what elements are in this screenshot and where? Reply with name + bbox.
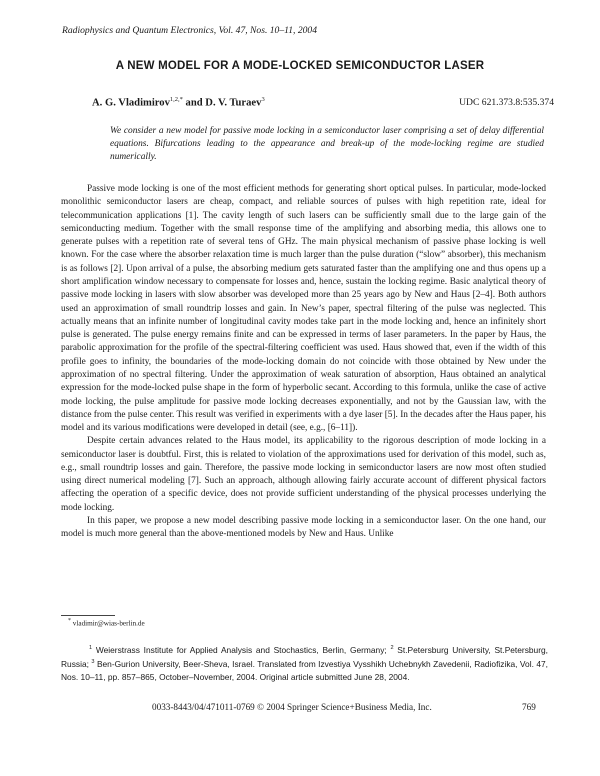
- author-line: [92, 96, 265, 109]
- author-2: D. V. Turaev: [205, 97, 262, 109]
- paragraph: In this paper, we propose a new model describing passive mode locking in a semiconductor laser. On the one hand, our model is much more general than the above-mentioned models by New and Haus. Unlike: [61, 516, 546, 540]
- abstract: We consider a new model for passive mode locking in a semiconductor laser comprising a set of delay differential equations. Bifurcations leading to the appearance and break-up of the mode-locking regime are studied numerically.: [110, 126, 544, 163]
- affil-text-1: Weierstrass Institute for Applied Analysis and Stochastics, Berlin, Germany;: [92, 644, 391, 655]
- author-1: A. G. Vladimirov: [92, 97, 170, 109]
- author-1-marks: 1,2,*: [169, 96, 183, 103]
- page-number: 769: [522, 702, 536, 712]
- footnote-rule: [61, 615, 115, 616]
- affiliations-footnote: [61, 642, 548, 683]
- affil-mark-1: 1: [89, 645, 93, 651]
- email-mark: *: [68, 618, 71, 624]
- copyright-line: 0033-8443/04/471011-0769 © 2004 Springer Science+Business Media, Inc.: [152, 702, 432, 712]
- email-address[interactable]: vladimir@wias-berlin.de: [72, 619, 145, 628]
- paragraph: Despite certain advances related to the Haus model, its applicability to the rigorous description of mode locking in a semiconductor laser is doubtful. First, this is related to violation of the approximations used for derivation of this model, such as, e.g., small roundtrip losses and gain. Therefore, the passive mode locking in semiconductor lasers are now most often studied using direct numerical modeling [7]. Such an approach, although allowing fairly accurate account of different physical factors affecting the operation of a specific device, does not provide sufficient understanding of the physical processes underlying the mode locking.: [61, 436, 546, 513]
- author-join: and: [182, 97, 206, 109]
- journal-header: Radiophysics and Quantum Electronics, Vol. 47, Nos. 10–11, 2004: [62, 25, 318, 36]
- affil-text-3: Ben-Gurion University, Beer-Sheva, Israel. Translated from Izvestiya Vysshikh Uchebnykh Zavedenii, Radiofizika, Vol. 47, Nos. 10–11, pp. 857–865, October–November, 2004. Original article submitted June 28, 2004.: [61, 659, 548, 682]
- affil-text-2: St.Petersburg University, St.Petersburg, Russia;: [61, 644, 548, 670]
- paragraph: Passive mode locking is one of the most efficient methods for generating short optical pulses. In particular, mode-locked monolithic semiconductor lasers are cheap, compact, and reliable sources of pulses with high repetition rate, ideal for telecommunication applications [1]. The cavity length of such lasers can be sufficiently small due to the large gain of the semiconducting medium. Together with the small response time of the amplifying and absorbing media, this allows one to generate pulses with a repetition rate of several tens of GHz. The main physical mechanism of passive phase locking is well known. For the case where the absorber relaxation time is much larger than the pulse duration (“slow” absorber), this mechanism is as follows [2]. Upon arrival of a pulse, the absorbing medium gets saturated faster than the amplifying one and thus opens up a short amplification window necessary to compensate for losses and, hence, sustain the locking regime. Basic analytical theory of passive mode locking in lasers with slow absorber was developed more than 25 years ago by New and Haus [2–4]. Both authors used an approximation of small roundtrip losses and gain. In New’s paper, spectral filtering of the pulse was neglected. This actually means that an infinite number of longitudinal cavity modes take part in the mode locking and, hence an infinitely short pulse is generated. The pulse energy remains finite and can be expressed in terms of laser parameters. In the paper by Haus, the parabolic approximation for the profile of the spectral-filtering coefficient was used. Haus showed that, even if the width of this profile goes to infinity, the boundaries of the mode-locking domain do not coincide with those obtained by New under the approximation of no spectral filtering. Under the approximation of weak saturation of absorption, Haus obtained an analytical expression for the mode-locked pulse shape in the form of hyperbolic secant. According to this formula, unlike the case of active mode locking, the pulse amplitude for passive mode locking decreases exponentially, and not by the Gaussian law, with the distance from the pulse center. This result was verified in experiments with a dye laser [5]. In the decades after the Haus paper, his model and its various modifications were developed in detail (see, e.g., [6–11]).: [61, 184, 546, 434]
- affil-mark-3: 3: [91, 659, 95, 666]
- udc-code: UDC 621.373.8:535.374: [459, 97, 554, 108]
- body-text: [61, 183, 546, 542]
- author-2-marks: 3: [261, 96, 265, 103]
- affil-mark-2: 2: [390, 645, 394, 651]
- article-title: A NEW MODEL FOR A MODE-LOCKED SEMICONDUCTOR LASER: [115, 60, 485, 72]
- footnote-email: [68, 618, 145, 627]
